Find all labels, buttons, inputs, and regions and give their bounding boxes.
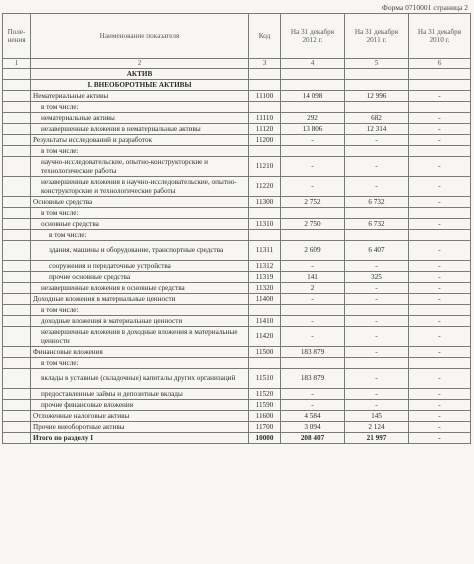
row-name: в том числе: — [31, 305, 249, 316]
row-name: незавершенные вложения в основные средства — [31, 283, 249, 294]
row-value-2010: - — [409, 241, 471, 261]
row-code: 11600 — [249, 411, 281, 422]
row-value-2010: - — [409, 219, 471, 230]
table-row — [3, 261, 471, 272]
table-row — [3, 294, 471, 305]
row-value-2011 — [345, 146, 409, 157]
row-value-2011 — [345, 102, 409, 113]
row-value-2012: 183 879 — [281, 347, 345, 358]
row-value-2011: - — [345, 261, 409, 272]
row-value-2012 — [281, 358, 345, 369]
colnum: 1 — [3, 59, 31, 69]
colnum: 6 — [409, 59, 471, 69]
table-row — [3, 305, 471, 316]
row-line-no — [3, 305, 31, 316]
row-line-no — [3, 327, 31, 347]
row-value-2010: - — [409, 124, 471, 135]
row-code — [249, 102, 281, 113]
row-value-2011 — [345, 358, 409, 369]
row-value-2010: - — [409, 316, 471, 327]
section-title: АКТИВ — [31, 69, 249, 80]
row-line-no — [3, 177, 31, 197]
row-name: Финансовые вложения — [31, 347, 249, 358]
row-value-2012: 13 806 — [281, 124, 345, 135]
row-name: основные средства — [31, 219, 249, 230]
row-value-2011: - — [345, 400, 409, 411]
row-value-2012 — [281, 208, 345, 219]
row-value-2011: - — [345, 316, 409, 327]
row-code: 11590 — [249, 400, 281, 411]
table-row — [3, 230, 471, 241]
row-code: 11300 — [249, 197, 281, 208]
row-value-2010: - — [409, 91, 471, 102]
row-value-2010: - — [409, 135, 471, 146]
row-name: Доходные вложения в материальные ценности — [31, 294, 249, 305]
row-line-no — [3, 157, 31, 177]
row-line-no — [3, 294, 31, 305]
row-name: в том числе: — [31, 146, 249, 157]
form-reference: Форма 0710001 страница 2 — [381, 3, 468, 12]
row-value-2010: - — [409, 261, 471, 272]
row-value-2012 — [281, 305, 345, 316]
row-name: доходные вложения в материальные ценности — [31, 316, 249, 327]
row-value-2011: 145 — [345, 411, 409, 422]
table-row — [3, 433, 471, 444]
row-value-2012: - — [281, 157, 345, 177]
row-value-2012: 2 609 — [281, 241, 345, 261]
row-value-2012: 208 407 — [281, 433, 345, 444]
row-name: Отложенные налоговые активы — [31, 411, 249, 422]
row-name: Нематериальные активы — [31, 91, 249, 102]
header-col-2012: На 31 декабря 2012 г. — [281, 14, 345, 59]
row-value-2010: - — [409, 422, 471, 433]
row-line-no — [3, 347, 31, 358]
row-code: 11319 — [249, 272, 281, 283]
row-value-2012: - — [281, 294, 345, 305]
row-value-2012 — [281, 146, 345, 157]
header-code: Код — [249, 14, 281, 59]
colnum: 5 — [345, 59, 409, 69]
row-value-2010: - — [409, 411, 471, 422]
header-col-2010: На 31 декабря 2010 г. — [409, 14, 471, 59]
balance-sheet-table — [2, 13, 471, 444]
row-value-2011: 12 996 — [345, 91, 409, 102]
row-name: незавершенные вложения в доходные вложения в материальные ценности — [31, 327, 249, 347]
row-code — [249, 305, 281, 316]
row-value-2011: 682 — [345, 113, 409, 124]
row-name: Основные средства — [31, 197, 249, 208]
row-value-2012: - — [281, 135, 345, 146]
row-name: сооружения и передаточные устройства — [31, 261, 249, 272]
row-value-2010: - — [409, 272, 471, 283]
row-value-2011 — [345, 208, 409, 219]
row-name: Итого по разделу I — [31, 433, 249, 444]
row-code — [249, 358, 281, 369]
row-value-2011 — [345, 230, 409, 241]
row-code: 11311 — [249, 241, 281, 261]
row-value-2010: - — [409, 433, 471, 444]
row-value-2011: - — [345, 283, 409, 294]
row-value-2011: 6 407 — [345, 241, 409, 261]
table-row — [3, 241, 471, 261]
row-code: 11400 — [249, 294, 281, 305]
row-line-no — [3, 124, 31, 135]
row-name: вклады в уставные (складочные) капиталы других организаций — [31, 369, 249, 389]
row-value-2010 — [409, 230, 471, 241]
row-line-no — [3, 261, 31, 272]
row-value-2012 — [281, 102, 345, 113]
row-value-2011: - — [345, 177, 409, 197]
row-line-no — [3, 113, 31, 124]
row-value-2012: 2 — [281, 283, 345, 294]
row-value-2010: - — [409, 283, 471, 294]
row-name: прочие финансовые вложения — [31, 400, 249, 411]
row-value-2012: - — [281, 261, 345, 272]
table-row — [3, 400, 471, 411]
row-value-2011: - — [345, 327, 409, 347]
column-number-row — [3, 59, 471, 69]
table-row — [3, 422, 471, 433]
row-line-no — [3, 369, 31, 389]
table-row — [3, 208, 471, 219]
row-code: 11410 — [249, 316, 281, 327]
row-value-2012: 2 750 — [281, 219, 345, 230]
row-value-2011: - — [345, 369, 409, 389]
row-code: 11220 — [249, 177, 281, 197]
row-value-2011: 21 997 — [345, 433, 409, 444]
row-code: 11310 — [249, 219, 281, 230]
colnum: 3 — [249, 59, 281, 69]
table-row — [3, 283, 471, 294]
row-name: научно-исследовательские, опытно-конструкторские и технологические работы — [31, 157, 249, 177]
table-row — [3, 177, 471, 197]
row-name: Результаты исследований и разработок — [31, 135, 249, 146]
table-row — [3, 124, 471, 135]
table-row — [3, 411, 471, 422]
header-row — [3, 14, 471, 59]
table-row — [3, 389, 471, 400]
row-line-no — [3, 316, 31, 327]
row-name: незавершенные вложения в нематериальные активы — [31, 124, 249, 135]
row-line-no — [3, 433, 31, 444]
row-code: 11700 — [249, 422, 281, 433]
row-value-2012: 183 879 — [281, 369, 345, 389]
row-value-2012: 141 — [281, 272, 345, 283]
row-code: 11420 — [249, 327, 281, 347]
row-line-no — [3, 272, 31, 283]
row-line-no — [3, 197, 31, 208]
row-value-2012: - — [281, 177, 345, 197]
row-line-no — [3, 219, 31, 230]
row-value-2011: - — [345, 157, 409, 177]
row-name: в том числе: — [31, 230, 249, 241]
colnum: 4 — [281, 59, 345, 69]
row-value-2011 — [345, 305, 409, 316]
row-value-2012: 14 098 — [281, 91, 345, 102]
row-code: 11510 — [249, 369, 281, 389]
row-code — [249, 146, 281, 157]
row-line-no — [3, 102, 31, 113]
row-code: 10000 — [249, 433, 281, 444]
colnum: 2 — [31, 59, 249, 69]
row-value-2012: - — [281, 389, 345, 400]
table-row — [3, 113, 471, 124]
table-row — [3, 91, 471, 102]
table-row — [3, 146, 471, 157]
header-line-no: Поле- нения — [3, 14, 31, 59]
subsection-title-row — [3, 80, 471, 91]
table-row — [3, 358, 471, 369]
row-name: предоставленные займы и депозитные вклады — [31, 389, 249, 400]
row-line-no — [3, 389, 31, 400]
row-line-no — [3, 91, 31, 102]
row-value-2012: 4 584 — [281, 411, 345, 422]
table-row — [3, 135, 471, 146]
row-value-2010: - — [409, 389, 471, 400]
row-line-no — [3, 422, 31, 433]
row-value-2010: - — [409, 327, 471, 347]
row-value-2011: - — [345, 294, 409, 305]
subsection-title: I. ВНЕОБОРОТНЫЕ АКТИВЫ — [31, 80, 249, 91]
table-row — [3, 327, 471, 347]
row-name: Прочие внеоборотные активы — [31, 422, 249, 433]
row-value-2012: - — [281, 327, 345, 347]
table-row — [3, 272, 471, 283]
row-line-no — [3, 358, 31, 369]
row-code: 11200 — [249, 135, 281, 146]
row-value-2012 — [281, 230, 345, 241]
row-line-no — [3, 411, 31, 422]
row-value-2010: - — [409, 157, 471, 177]
row-line-no — [3, 283, 31, 294]
row-code: 11120 — [249, 124, 281, 135]
row-line-no — [3, 135, 31, 146]
row-value-2010: - — [409, 369, 471, 389]
table-row — [3, 102, 471, 113]
row-line-no — [3, 400, 31, 411]
header-col-2011: На 31 декабря 2011 г. — [345, 14, 409, 59]
row-code — [249, 208, 281, 219]
row-line-no — [3, 241, 31, 261]
row-value-2010: - — [409, 197, 471, 208]
table-row — [3, 197, 471, 208]
row-value-2011: 325 — [345, 272, 409, 283]
row-value-2011: - — [345, 347, 409, 358]
row-code: 11100 — [249, 91, 281, 102]
row-name: прочие основные средства — [31, 272, 249, 283]
row-line-no — [3, 208, 31, 219]
row-code: 11520 — [249, 389, 281, 400]
row-name: в том числе: — [31, 208, 249, 219]
section-title-row — [3, 69, 471, 80]
row-value-2011: 6 732 — [345, 197, 409, 208]
row-code: 11210 — [249, 157, 281, 177]
row-value-2010: - — [409, 113, 471, 124]
row-value-2010 — [409, 146, 471, 157]
row-value-2010: - — [409, 294, 471, 305]
row-value-2012: - — [281, 316, 345, 327]
row-value-2011: 2 124 — [345, 422, 409, 433]
row-value-2012: 3 094 — [281, 422, 345, 433]
row-value-2012: - — [281, 400, 345, 411]
row-code: 11110 — [249, 113, 281, 124]
row-value-2011: - — [345, 135, 409, 146]
row-name: в том числе: — [31, 358, 249, 369]
row-value-2010: - — [409, 177, 471, 197]
row-code — [249, 230, 281, 241]
header-name: Наименование показателя — [31, 14, 249, 59]
table-row — [3, 316, 471, 327]
row-value-2011: - — [345, 389, 409, 400]
row-line-no — [3, 230, 31, 241]
row-value-2010: - — [409, 400, 471, 411]
row-code: 11320 — [249, 283, 281, 294]
table-row — [3, 369, 471, 389]
row-value-2010 — [409, 305, 471, 316]
row-value-2010 — [409, 358, 471, 369]
row-name: в том числе: — [31, 102, 249, 113]
row-value-2012: 292 — [281, 113, 345, 124]
table-row — [3, 157, 471, 177]
row-name: незавершенные вложения в научно-исследовательские, опытно-конструкторские и технологические работы — [31, 177, 249, 197]
row-name: нематериальные активы — [31, 113, 249, 124]
row-name: здания, машины и оборудование, транспортные средства — [31, 241, 249, 261]
table-row — [3, 347, 471, 358]
row-value-2010 — [409, 102, 471, 113]
row-value-2012: 2 752 — [281, 197, 345, 208]
row-code: 11312 — [249, 261, 281, 272]
row-value-2010: - — [409, 347, 471, 358]
row-line-no — [3, 146, 31, 157]
row-value-2010 — [409, 208, 471, 219]
row-code: 11500 — [249, 347, 281, 358]
row-value-2011: 12 314 — [345, 124, 409, 135]
row-value-2011: 6 732 — [345, 219, 409, 230]
table-row — [3, 219, 471, 230]
